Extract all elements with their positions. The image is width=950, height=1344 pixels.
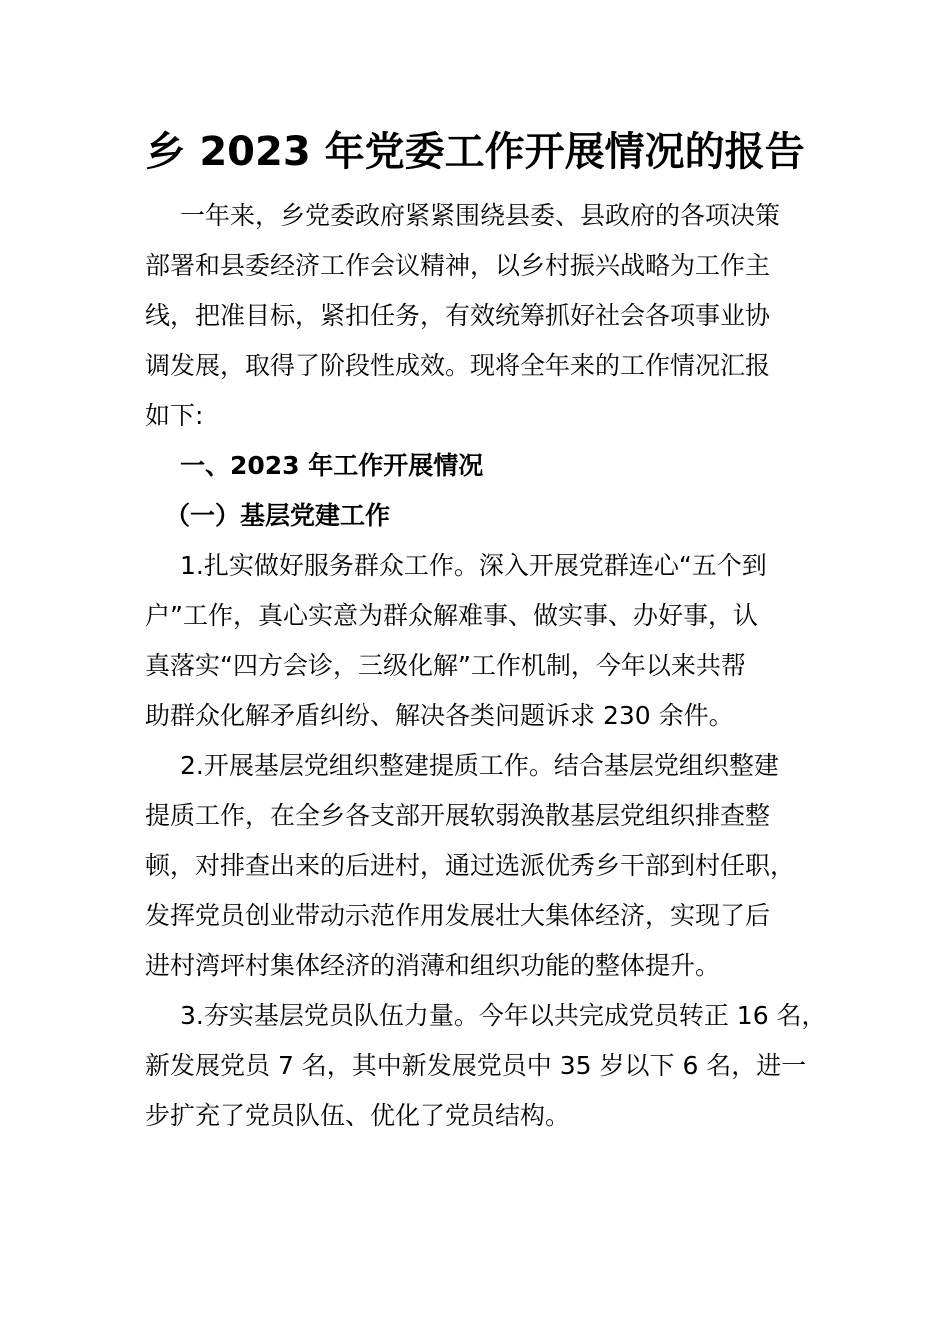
section-heading-block [145,441,805,491]
paragraph [145,741,805,991]
item-paragraph-1 [145,541,805,741]
text-line: 2.开展基层党组织整建提质工作。结合基层党组织整建 [180,751,779,780]
text-line: 3.夯实基层党员队伍力量。今年以共完成党员转正 16 名， [180,1001,827,1030]
subsection-heading: （一）基层党建工作 [165,501,391,530]
item-paragraph-3 [145,991,827,1141]
text-line: 一年来，乡党委政府紧紧围绕县委、县政府的各项决策 [180,201,781,230]
item-paragraph-2 [145,741,805,991]
text-line: 1.扎实做好服务群众工作。深入开展党群连心“五个到 [180,551,767,580]
section-heading: 一、2023 年工作开展情况 [180,451,484,480]
text-line: 户”工作，真心实意为群众解难事、做实事、办好事，认 [145,601,758,630]
paragraph [145,541,805,741]
text-line: 进村湾坪村集体经济的消薄和组织功能的整体提升。 [145,951,721,980]
text-line: 线，把准目标，紧扣任务，有效统筹抓好社会各项事业协 [145,301,771,330]
text-line: 发挥党员创业带动示范作用发展壮大集体经济，实现了后 [145,901,771,930]
text-line: 提质工作，在全乡各支部开展软弱涣散基层党组织排查整 [145,801,771,830]
text-line: 步扩充了党员队伍、优化了党员结构。 [145,1101,571,1130]
text-line: 真落实“四方会诊，三级化解”工作机制，今年以来共帮 [145,651,746,680]
text-line: 如下: [145,401,204,430]
paragraph [145,191,805,441]
text-line: 部署和县委经济工作会议精神，以乡村振兴战略为工作主 [145,251,771,280]
intro-paragraph [145,191,805,441]
document-title: 乡 2023 年党委工作开展情况的报告 [145,129,805,175]
subsection-heading-block [145,491,805,541]
text-line: 助群众化解矛盾纠纷、解决各类问题诉求 230 余件。 [145,701,734,730]
text-line: 新发展党员 7 名，其中新发展党员中 35 岁以下 6 名，进一 [145,1051,807,1080]
text-line: 调发展，取得了阶段性成效。现将全年来的工作情况汇报 [145,351,771,380]
paragraph [145,991,827,1141]
text-line: 顿，对排查出来的后进村，通过选派优秀乡干部到村任职， [145,851,796,880]
